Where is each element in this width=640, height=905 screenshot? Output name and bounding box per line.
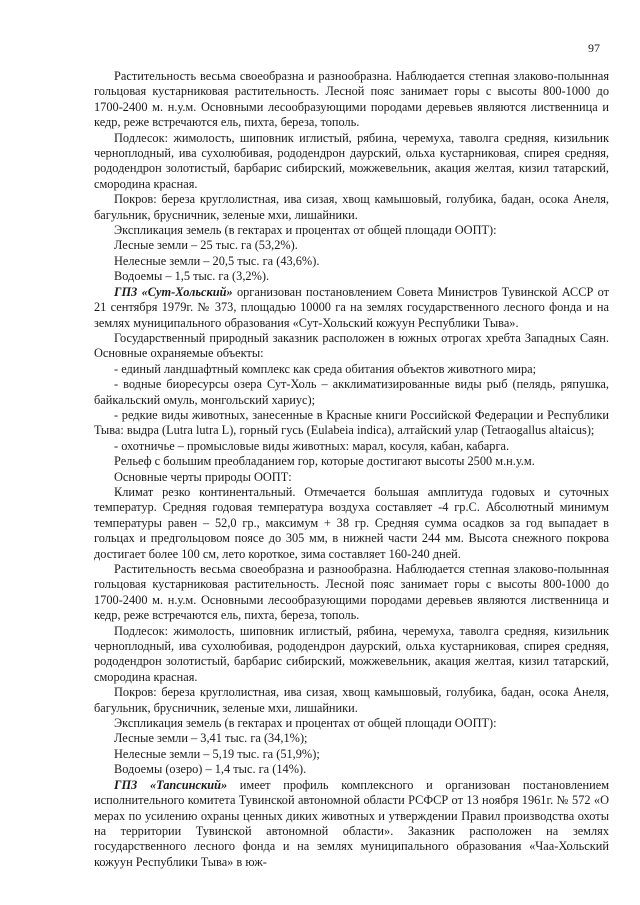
page-number: 97 (588, 41, 600, 55)
paragraph-land-explication: Экспликация земель (в гектарах и процентах от общей площади ООПТ): (114, 223, 497, 238)
paragraph-forest-land: Лесные земли – 25 тыс. га (53,2%). (114, 238, 298, 253)
paragraph-undergrowth: Подлесок: жимолость, шиповник иглистый, рябина, черемуха, таволга средняя, кизильник черноплодный, ива сухолюбивая, рододендрон даурский, ольха кустарниковая, спирея средняя, рододендрон золотистый, барбарис сибирский, можжевельник, акация желтая, кизил татарский, смородина красная. (94, 130, 609, 191)
paragraph-reserve-location: Государственный природный заказник расположен в южных отрогах хребта Западных Саян. Основные охраняемые объекты: (94, 330, 609, 361)
paragraph-nonforest-land: Нелесные земли – 20,5 тыс. га (43,6%). (114, 253, 320, 268)
reserve-text-tapsinsky: имеет профиль комплексного и организован постановлением исполнительного комитета Тувинской автономной области РСФСР от 13 ноября 1961г. № 572 «О мерах по усилению охраны ценных диких животных и утверждении Правил производства охоты на территории Тувинской автономной области». Заказник расположен на землях государственного лесного фонда и на землях муниципального образования «Чаа-Хольский кожуун Республики Тыва» в юж- (94, 777, 610, 869)
paragraph-water-bodies: Водоемы – 1,5 тыс. га (3,2%). (114, 269, 270, 284)
list-item-rare-species: - редкие виды животных, занесенные в Красные книги Российской Федерации и Республики Тыва: выдра (Lutra lutra L), горный гусь (Eulabeia indica), алтайский улар (Tetraogallus altaicus); (94, 407, 609, 438)
reserve-title-sut-khol: ГПЗ «Сут-Хольский» (114, 284, 233, 299)
list-item-aquatic: - водные биоресурсы озера Сут-Холь – акклиматизированные виды рыб (пелядь, ряпушка, байкальский омуль, монгольский хариус); (94, 377, 609, 407)
paragraph-water-bodies-2: Водоемы (озеро) – 1,4 тыс. га (14%). (114, 762, 307, 777)
list-item-game-species: - охотничье – промысловые виды животных: марал, косуля, кабан, кабарга. (114, 438, 510, 453)
paragraph-vegetation-2: Растительность весьма своеобразна и разнообразна. Наблюдается степная злаково-полынная гольцовая кустарниковая растительность. Лесной пояс занимает горы с высоты 800-1000 до 1700-2400 м. н.у.м. Основными лесообразующими породами деревьев являются лиственница и кедр, реже встречаются ель, пихта, береза, тополь. (94, 562, 609, 623)
page-body (94, 69, 609, 870)
paragraph-sut-khol-reserve (94, 285, 609, 331)
reserve-title-tapsinsky: ГПЗ «Тапсинский» (114, 777, 228, 792)
paragraph-vegetation: Растительность весьма своеобразна и разнообразна. Наблюдается степная злаково-полынная гольцовая кустарниковая растительность. Лесной пояс занимает горы с высоты 800-1000 до 1700-2400 м. н.у.м. Основными лесообразующими породами деревьев являются лиственница и кедр, реже встречаются ель, пихта, береза, тополь. (94, 69, 609, 130)
paragraph-forest-land-2: Лесные земли – 3,41 тыс. га (34,1%); (114, 731, 308, 746)
reserve-text-sut-khol: организован постановлением Совета Министров Тувинской АССР от 21 сентября 1979г. № 373, площадью 10000 га на землях государственного лесного фонда и на землях муниципального образования «Сут-Хольский кожуун Республики Тыва». (94, 284, 610, 330)
paragraph-climate: Климат резко континентальный. Отмечается большая амплитуда годовых и суточных температур. Средняя годовая температура воздуха составляет -4 гр.С. Абсолютный минимум температуры равен – 52,0 гр., максимум + 38 гр. Средняя сумма осадков за год выпадает в гольцах и предгольцовом поясе до 305 мм, в нижней части 244 мм. Высота снежного покрова достигает более 100 см, лето короткое, зима составляет 160-240 дней. (94, 484, 609, 561)
paragraph-nonforest-land-2: Нелесные земли – 5,19 тыс. га (51,9%); (114, 746, 320, 761)
paragraph-nature-features: Основные черты природы ООПТ: (114, 469, 292, 484)
paragraph-ground-cover: Покров: береза круглолистная, ива сизая, хвощ камышовый, голубика, бадан, осока Анеля, багульник, брусничник, зеленые мхи, лишайники. (94, 192, 609, 222)
paragraph-relief: Рельеф с большим преобладанием гор, которые достигают высоты 2500 м.н.у.м. (114, 454, 535, 469)
paragraph-tapsinsky-reserve (94, 778, 609, 870)
list-item-landscape: - единый ландшафтный комплекс как среда обитания объектов животного мира; (114, 361, 537, 376)
paragraph-land-explication-2: Экспликация земель (в гектарах и процентах от общей площади ООПТ): (114, 716, 497, 731)
paragraph-undergrowth-2: Подлесок: жимолость, шиповник иглистый, рябина, черемуха, таволга средняя, кизильник черноплодный, ива сухолюбивая, рододендрон даурский, ольха кустарниковая, спирея средняя, рододендрон золотистый, барбарис сибирский, можжевельник, акация желтая, кизил татарский, смородина красная. (94, 623, 609, 684)
paragraph-ground-cover-2: Покров: береза круглолистная, ива сизая, хвощ камышовый, голубика, бадан, осока Анеля, багульник, брусничник, зеленые мхи, лишайники. (94, 685, 609, 715)
